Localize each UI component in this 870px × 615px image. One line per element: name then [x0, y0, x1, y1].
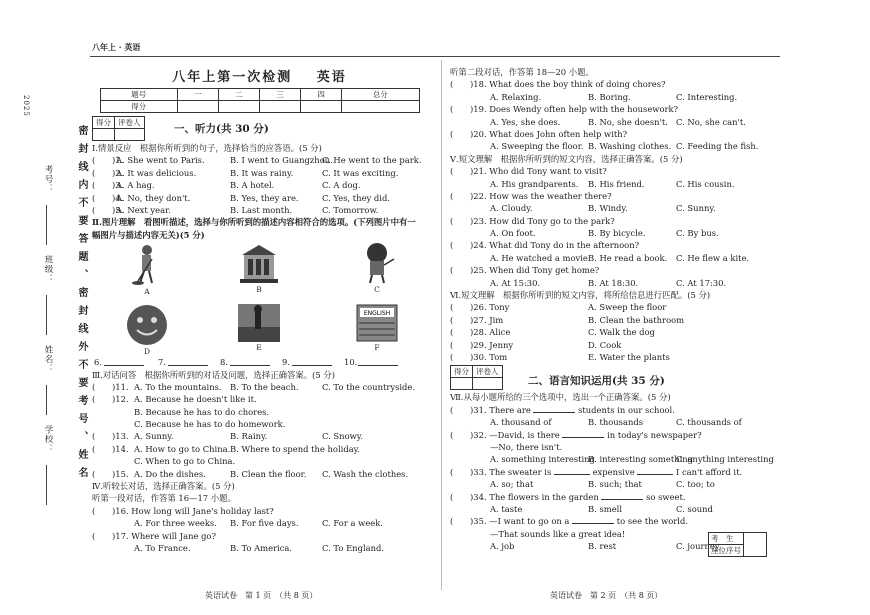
option-c: C. Tomorrow.: [322, 204, 379, 215]
question-stem: ( )17. Where will Jane go?: [92, 530, 216, 541]
answer-blank[interactable]: [572, 523, 614, 524]
question-row: [450, 91, 785, 103]
grader-cell[interactable]: [93, 129, 115, 141]
question-row: ( )14. A. How to go to China. B. Where to spend the holiday.: [92, 443, 360, 454]
candidate-seat-box: [708, 532, 767, 557]
option-b: B. interesting something: [588, 454, 694, 465]
question-stem: ( )32. —David, is there in today's newspaper?: [450, 429, 702, 440]
answer-blank[interactable]: [637, 474, 673, 475]
answer-blank[interactable]: [601, 499, 643, 500]
score-header: 一: [177, 89, 218, 101]
smiley-face-icon: [125, 303, 169, 347]
score-cell[interactable]: [259, 101, 300, 113]
question-stem: ( )23. How did Tony go to the park?: [450, 215, 615, 226]
section-title: 二、语言知识运用(共 35 分): [528, 375, 665, 388]
score-cell[interactable]: [301, 101, 342, 113]
option-b: B. smell: [588, 503, 623, 514]
question-row: ( )1. A. She went to Paris. B. I went to Guangzhou. C. He went to the park.: [92, 155, 422, 166]
seat-number-cell[interactable]: [744, 533, 767, 557]
question-stem: ( )21. Who did Tony want to visit?: [450, 166, 607, 177]
option-b: B. It was rainy.: [230, 167, 294, 178]
grader-cell[interactable]: [115, 129, 145, 141]
option-b: B. Where to spend the holiday.: [230, 443, 360, 454]
footer-page-2: 英语试卷 第 2 页 （共 8 页）: [550, 591, 663, 600]
grader-name-label: 评卷人: [473, 366, 503, 378]
question-row: [92, 455, 427, 467]
question-row: ( )3. A. A hag. B. A hotel. C. A dog.: [92, 180, 361, 191]
field-line: [46, 205, 47, 245]
question-row: [450, 453, 785, 465]
option-c: C. A dog.: [322, 180, 361, 191]
option-a: A. Relaxing.: [490, 91, 542, 102]
option-a: A. Cloudy.: [490, 203, 533, 214]
option-c: C. To England.: [322, 542, 385, 553]
option-c: C. He flew a kite.: [676, 252, 750, 263]
question-row: [450, 252, 785, 264]
option-c: C. Wash the clothes.: [322, 468, 409, 479]
question-row: [450, 277, 785, 289]
option-a: A. something interesting: [490, 454, 595, 465]
option-c: C. To the countryside.: [322, 381, 416, 392]
option-a: A. No, they don't.: [116, 192, 191, 203]
option-a: A. It was delicious.: [116, 167, 197, 178]
binding-margin: [18, 95, 88, 525]
option-c: C. No, she can't.: [676, 116, 746, 127]
option-a: A. She went to Paris.: [116, 155, 205, 166]
option-b: B. Boring.: [588, 91, 631, 102]
option-a: A. At 15:30.: [490, 277, 541, 288]
question-row: ( )2. A. It was delicious. B. It was rainy. C. It was exciting.: [92, 167, 399, 178]
book-icon: [355, 303, 399, 343]
exam-title: [92, 66, 427, 85]
left-column: [92, 66, 427, 554]
score-header: 三: [259, 89, 300, 101]
option-c: C. It was exciting.: [322, 167, 399, 178]
option-a: A. Next year.: [116, 204, 171, 215]
grader-score-label: 得分: [93, 117, 115, 129]
part-title: Ⅴ.短文理解 根据你所听到的短文内容，选择正确答案。(5 分): [450, 153, 683, 164]
question-row: [450, 227, 785, 239]
option-a: A. Sunny.: [134, 431, 174, 442]
scene-photo-icon: [237, 303, 281, 343]
book-title: ENGLISH: [363, 310, 391, 318]
question-stem: ( )22. How was the weather there?: [450, 190, 612, 201]
question-stem: ( )35. —I want to go on a to see the world.: [450, 516, 689, 527]
picture-a: A: [127, 243, 167, 296]
option-c: C. anything interesting: [676, 454, 774, 465]
grader-box: [450, 365, 503, 390]
option-b: B. Clean the floor.: [230, 468, 307, 479]
question-row: [450, 140, 785, 152]
answer-blank[interactable]: [562, 437, 604, 438]
match-row: ( )28. Alice C. Walk the dog: [450, 327, 655, 338]
question-stem-cont: —That sounds like a great idea!: [490, 528, 626, 539]
option-b: B. To America.: [230, 542, 293, 553]
match-row: ( )30. Tom E. Water the plants: [450, 351, 670, 362]
option-c: C. Yes, they did.: [322, 192, 390, 203]
option-b: B. At 18:30.: [588, 277, 639, 288]
score-table: [100, 88, 420, 113]
option-b: B. Yes, they are.: [230, 192, 299, 203]
part-title: Ⅲ.对话问答 根据你所听到的对话及问题，选择正确答案。(5 分): [92, 369, 336, 380]
question-stem: ( )19. Does Wendy often help with the housework?: [450, 104, 679, 115]
score-row-label: 得分: [100, 101, 177, 113]
field-class: 班级：: [43, 255, 53, 284]
option-a: A. Because he doesn't like it.: [134, 394, 257, 405]
option-c: C. When to go to China.: [134, 456, 236, 467]
option-a: A. To the mountains.: [134, 381, 222, 392]
picture-b: B: [237, 241, 281, 294]
question-row: [450, 202, 785, 214]
question-row: ( )12. A. Because he doesn't like it.: [92, 394, 257, 405]
question-row: ( )11. A. To the mountains. B. To the beach. C. To the countryside.: [92, 381, 416, 392]
option-b: B. Rainy.: [230, 431, 268, 442]
picture-e: E: [237, 303, 281, 352]
score-header: 题号: [100, 89, 177, 101]
option-a: A. job: [490, 541, 515, 552]
score-header: 总分: [342, 89, 419, 101]
match-option: D. Cook: [588, 339, 622, 350]
option-c: C. too; to: [676, 479, 715, 490]
question-row: ( )15. A. Do the dishes. B. Clean the floor. C. Wash the clothes.: [92, 468, 409, 479]
question-row: [92, 406, 427, 418]
part-title: Ⅰ.情景反应 根据你所听到的句子，选择恰当的应答语。(5 分): [92, 143, 322, 153]
right-column: [450, 66, 785, 552]
question-stem: ( )18. What does the boy think of doing chores?: [450, 79, 666, 90]
option-b: B. By bicycle.: [588, 228, 646, 239]
option-b: B. To the beach.: [230, 381, 299, 392]
option-b: B. I went to Guangzhou.: [230, 155, 333, 166]
option-b: B. thousands: [588, 417, 644, 428]
building-icon: [238, 241, 280, 285]
match-row: ( )27. Jim B. Clean the bathroom: [450, 314, 685, 325]
score-cell[interactable]: [218, 101, 259, 113]
match-row: ( )29. Jenny D. Cook: [450, 339, 622, 350]
question-row: [92, 542, 427, 554]
part-title-cont: 幅图片与描述内容无关)(5 分): [92, 229, 205, 240]
part-subtitle: 听第二段对话，作答第 18—20 小题。: [450, 67, 594, 77]
picture-f: ENGLISH F: [354, 303, 400, 352]
grader-name-label: 评卷人: [115, 117, 145, 129]
option-b: B. His friend.: [588, 178, 645, 189]
picture-c: C: [357, 241, 397, 294]
field-line: [46, 385, 47, 415]
dog-walking-icon: [358, 241, 396, 285]
option-a: A. taste: [490, 503, 523, 514]
question-row: [450, 116, 785, 128]
option-c: C. Sunny.: [676, 203, 716, 214]
seat-label: 座位序号: [709, 545, 744, 557]
option-c: C. His cousin.: [676, 178, 735, 189]
column-divider: [441, 60, 442, 590]
option-a: A. Sweeping the floor.: [490, 141, 584, 152]
option-b: B. A hotel.: [230, 180, 275, 191]
match-option: E. Water the plants: [588, 351, 670, 362]
answer-blank[interactable]: [533, 412, 575, 413]
option-c: C. At 17:30.: [676, 277, 727, 288]
answer-blank[interactable]: [292, 365, 332, 366]
question-stem-cont: —No, there isn't.: [490, 441, 563, 452]
option-a: A. so; that: [490, 479, 534, 490]
option-a: A. On foot.: [490, 228, 536, 239]
option-a: A. He watched a movie.: [490, 252, 591, 263]
field-line: [46, 465, 47, 505]
footer-page-1: 英语试卷 第 1 页 （共 8 页）: [205, 591, 318, 600]
option-a: A. How to go to China.: [134, 443, 231, 454]
picture-grid: [92, 241, 427, 366]
match-option: A. Sweep the floor: [588, 302, 667, 313]
field-exam-no: 考号：: [43, 165, 53, 194]
option-b: B. He read a book.: [588, 252, 668, 263]
exam-subject: 英语: [316, 70, 347, 85]
field-school: 学校：: [43, 425, 53, 454]
question-row: ( )5. A. Next year. B. Last month. C. Tomorrow.: [92, 204, 379, 215]
match-option: C. Walk the dog: [588, 327, 655, 338]
part-title: Ⅳ.听较长对话，选择正确答案。(5 分): [92, 481, 235, 492]
part-title: Ⅵ.短文理解 根据你所听到的短文内容，将所给信息进行匹配。(5 分): [450, 290, 711, 301]
answer-blank[interactable]: [358, 365, 398, 366]
option-a: A. His grandparents.: [490, 178, 579, 189]
option-a: A. To France.: [134, 542, 191, 553]
section-title: 一、听力(共 30 分): [174, 123, 269, 135]
answer-blank[interactable]: [230, 365, 270, 366]
question-row: [92, 418, 427, 430]
answer-blank[interactable]: [168, 365, 208, 366]
grader-score-label: 得分: [451, 366, 473, 378]
option-c: C. sound: [676, 503, 713, 514]
picture-answer-line: 6. 7. 8. 9. 10.: [92, 356, 427, 368]
option-b: B. such; that: [588, 479, 642, 490]
page-header: 八年上 · 英语: [92, 42, 141, 52]
option-b: B. Windy.: [588, 203, 628, 214]
option-c: C. Feeding the fish.: [676, 141, 759, 152]
option-c: C. thousands of: [676, 417, 742, 428]
sweeping-person-icon: [130, 243, 164, 287]
option-a: A. For three weeks.: [134, 518, 217, 529]
match-row: ( )26. Tony A. Sweep the floor: [450, 302, 667, 313]
option-b: B. Last month.: [230, 204, 293, 215]
score-header: 四: [301, 89, 342, 101]
question-stem: ( )25. When did Tony get home?: [450, 265, 600, 276]
option-c: C. Snowy.: [322, 431, 364, 442]
option-b: B. For five days.: [230, 518, 299, 529]
question-stem: ( )33. The sweater is expensive I can't afford it.: [450, 466, 743, 477]
field-line: [46, 295, 47, 335]
option-b: B. No, she doesn't.: [588, 116, 668, 127]
part-subtitle: 听第一段对话，作答第 16—17 小题。: [92, 493, 236, 504]
year-label: 2025: [22, 95, 30, 117]
score-cell[interactable]: [177, 101, 218, 113]
option-a: A. A hag.: [116, 180, 155, 191]
grader-cell[interactable]: [451, 378, 473, 390]
answer-blank[interactable]: [554, 474, 590, 475]
option-a: A. Do the dishes.: [134, 468, 206, 479]
option-c: C. By bus.: [676, 228, 719, 239]
option-a: A. thousand of: [490, 417, 552, 428]
part-title: Ⅱ.图片理解 看图听描述，选择与你所听到的描述内容相符合的选项。(下列图片中有一: [92, 217, 416, 228]
question-row: [450, 478, 785, 490]
seal-warning: 密封线内不要答题、密封线外不要考号、姓名: [76, 125, 87, 485]
question-stem: ( )16. How long will Jane's holiday last?: [92, 505, 274, 516]
question-row: [450, 416, 785, 428]
question-row: ( )13. A. Sunny. B. Rainy. C. Snowy.: [92, 431, 364, 442]
question-stem: ( )24. What did Tony do in the afternoon?: [450, 240, 640, 251]
field-name: 姓名：: [43, 345, 53, 374]
option-b: B. Washing clothes.: [588, 141, 672, 152]
grader-box: [92, 116, 145, 141]
question-stem: ( )31. There are students in our school.: [450, 404, 675, 415]
option-c: C. Interesting.: [676, 91, 738, 102]
score-cell[interactable]: [342, 101, 419, 113]
part-title: Ⅶ.从每小题所给的三个选项中，选出一个正确答案。(5 分): [450, 392, 671, 403]
question-stem: ( )34. The flowers in the garden so sweet.: [450, 491, 686, 502]
question-row: [450, 503, 785, 515]
match-option: B. Clean the bathroom: [588, 314, 685, 325]
picture-d: D: [125, 303, 169, 356]
question-row: ( )4. A. No, they don't. B. Yes, they are. C. Yes, they did.: [92, 192, 390, 203]
option-a: A. Yes, she does.: [490, 116, 561, 127]
question-stem: ( )20. What does John often help with?: [450, 128, 628, 139]
question-row: [92, 517, 427, 529]
grader-cell[interactable]: [473, 378, 503, 390]
question-row: [450, 178, 785, 190]
candidate-label: 考 生: [709, 533, 744, 545]
option-c: C. He went to the park.: [322, 155, 422, 166]
option-b: B. rest: [588, 541, 617, 552]
option-c: C. For a week.: [322, 518, 383, 529]
option-b: B. Because he has to do chores.: [134, 406, 270, 417]
option-c: C. journey: [676, 541, 720, 552]
answer-blank[interactable]: [104, 365, 144, 366]
exam-name: 八年上第一次检测: [172, 70, 293, 85]
option-c: C. Because he has to do homework.: [134, 419, 286, 430]
score-header: 二: [218, 89, 259, 101]
header-rule: [90, 56, 780, 57]
